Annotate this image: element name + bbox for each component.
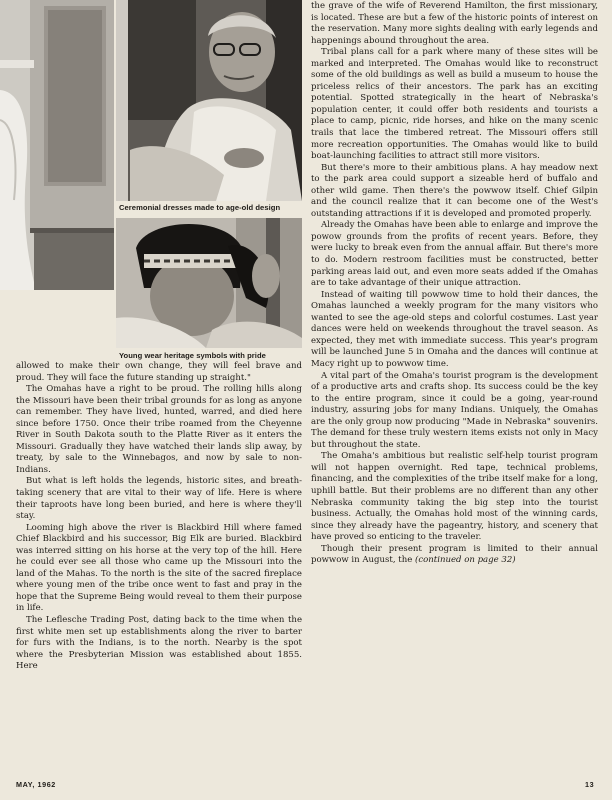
paragraph: A vital part of the Omaha's tourist program is the development of a productive arts and crafts shop. Its success could be the key to the entire program, since it could be a going, year-round industry, assuring jobs for many Indians. Uniquely, the Omahas are the only group now producing "Made in Nebraska" souvenirs. The demand for these truly western items exists not only in Macy but throughout the state. [311, 370, 598, 450]
paragraph: The Omaha's ambitious but realistic self-help tourist program will not happen overnight. Red tape, technical problems, financing, and the complexities of the tribe itself make for a long, uphill battle. But their problems are no different than any other Nebraska community taking the big step into the tourist business. Actually, the Omahas hold most of the winning cards, since they already have the pageantry, history, and scenery that have proved so enticing to the traveler. [311, 451, 598, 543]
caption-young: Young wear heritage symbols with pride [119, 351, 266, 360]
paragraph: Tribal plans call for a park where many of these sites will be marked and interpreted. The Omahas would like to reconstruct some of the old buildings as well as build a museum to house the priceless relics of their ancestors. The park has an exciting potential. Spotted strategically in the heart of Nebraska's population center, it could offer both residents and tourists a place to camp, picnic, ride horses, and hike on the many scenic trails that lace the timbered retreat. The Missouri offers still more recreation opportunities. The Omahas would like to build boat-launching facilities to attract still more visitors. [311, 47, 598, 162]
paragraph: The Omahas have a right to be proud. The rolling hills along the Missouri have been their tribal grounds for as long as anyone can remember. They have lived, hunted, warred, and died here since before 1750. Once their tribe roamed from the Cheyenne River in South Dakota south to the Platte River as it enters the Missouri. Gradually they have watched their lands slip away, by treaty, by sale to the Winnebagos, and now by sale to non-Indians. [16, 384, 302, 475]
paragraph [311, 544, 598, 567]
paragraph: But there's more to their ambitious plans. A hay meadow next to the park area could support a sizeable herd of buffalo and other wild game. Then there's the powwow itself. Chief Gilpin and the council realize that it can become one of the West's outstanding attractions if it is developed and promoted properly. [311, 162, 598, 219]
paragraph: The Leflesche Trading Post, dating back to the time when the first white men set up establishments along the river to barter for furs with the Indians, is to the north. Nearby is the spot where the Presbyterian Mission was established about 1855. Here [16, 615, 302, 672]
paragraph: Looming high above the river is Blackbird Hill where famed Chief Blackbird and his successor, Big Elk are buried. Blackbird was interred sitting on his horse at the very top of the hill. Here he could ever see all those who came up the Missouri into the land of the Mahas. To the north is the site of the sacred fireplace where young men of the tribe once went to fast and pray in the hope that the Supreme Being would reveal to them their purpose in life. [16, 522, 302, 614]
article-right-column [311, 1, 598, 567]
article-left-column [16, 361, 302, 673]
paragraph-text: Though their present program is limited to their annual powwow in August, the [311, 543, 598, 566]
paragraph: Already the Omahas have been able to enlarge and improve the powow grounds from the profits of recent years. Before, they were lucky to break even from the annual affair. But there's more to do. Modern restroom facilities must be constructed, better parking areas laid out, and even more seats added if the Omahas are to take advantage of their unique attraction. [311, 220, 598, 289]
page-number: 13 [585, 780, 595, 789]
photo-young-heritage [116, 218, 302, 348]
continued-note: (continued on page 32) [415, 555, 516, 566]
caption-ceremonial: Ceremonial dresses made to age-old design [119, 203, 281, 212]
paragraph: the grave of the wife of Reverend Hamilton, the first missionary, is located. These are but a few of the historic points of interest on the reservation. Many more sights dealing with early legends and happenings abound throughout the area. [311, 1, 598, 46]
paragraph: But what is left holds the legends, historic sites, and breath-taking scenery that are vital to their way of life. Here is where their taproots have long been buried, and here is where they'll stay. [16, 476, 302, 522]
paragraph: Instead of waiting till powwow time to hold their dances, the Omahas launched a weekly program for the many visitors who wanted to see the age-old steps and colorful costumes. Last year dances were held on weekends throughout the travel season. As expected, they met with immediate success. This year's program will be launched June 5 in Omaha and the dances will continue at Macy right up to powwow time. [311, 289, 598, 369]
paragraph: allowed to make their own change, they will feel brave and proud. They will face the future standing up straight." [16, 361, 302, 383]
footer-issue-date: MAY, 1962 [16, 780, 56, 789]
photo-left-room [0, 0, 114, 290]
photo-ceremonial-dresses [116, 0, 302, 201]
